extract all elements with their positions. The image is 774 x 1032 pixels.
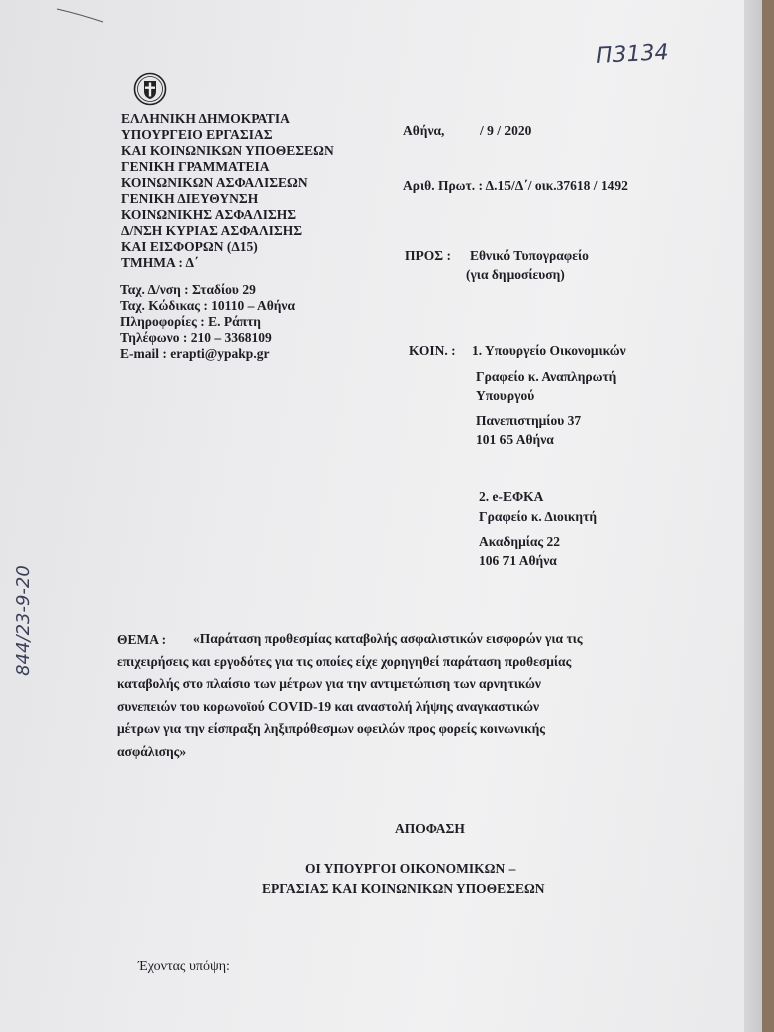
protocol-number: Αριθ. Πρωτ. : Δ.15/Δ΄/ οικ.37618 / 1492	[403, 178, 628, 193]
subject-line: ασφάλισης»	[117, 743, 187, 759]
contact-line: Τηλέφωνο : 210 – 3368109	[120, 330, 272, 345]
cc-label: ΚΟΙΝ. :	[409, 343, 456, 358]
date-label: Αθήνα,	[403, 123, 445, 138]
contact-line: Πληροφορίες : Ε. Ράπτη	[120, 314, 261, 329]
handwritten-code: Π3134	[595, 40, 670, 69]
cc-street: Ακαδημίας 22	[479, 534, 561, 549]
header-line: ΓΕΝΙΚΗ ΓΡΑΜΜΑΤΕΙΑ	[121, 159, 270, 174]
pen-mark	[55, 6, 107, 26]
greek-emblem-icon	[133, 72, 167, 106]
cc-city: 101 65 Αθήνα	[476, 432, 554, 447]
cc-office: Γραφείο κ. Διοικητή	[479, 509, 597, 524]
header-line: Δ/ΝΣΗ ΚΥΡΙΑΣ ΑΣΦΑΛΙΣΗΣ	[121, 223, 303, 238]
subject-label: ΘΕΜΑ :	[117, 632, 167, 647]
header-line: ΥΠΟΥΡΓΕΙΟ ΕΡΓΑΣΙΑΣ	[121, 127, 273, 142]
ministers-line: ΟΙ ΥΠΟΥΡΓΟΙ ΟΙΚΟΝΟΜΙΚΩΝ –	[305, 861, 516, 876]
subject-line: επιχειρήσεις και εργοδότες για τις οποίες είχε χορηγηθεί παράταση προθεσμίας	[117, 653, 572, 669]
subject-text-cont	[117, 651, 723, 764]
subject-line: καταβολής στο πλαίσιο των μέτρων για την αντιμετώπιση των αρνητικών	[117, 676, 541, 692]
subject-text	[193, 628, 723, 651]
header-line: ΕΛΛΗΝΙΚΗ ΔΗΜΟΚΡΑΤΙΑ	[121, 111, 290, 126]
contact-line: Ταχ. Κώδικας : 10110 – Αθήνα	[120, 298, 295, 313]
cc-org: 2. e-ΕΦΚΑ	[479, 489, 544, 504]
header-line: ΚΑΙ ΚΟΙΝΩΝΙΚΩΝ ΥΠΟΘΕΣΕΩΝ	[121, 143, 334, 158]
cc-office: Υπουργού	[476, 388, 535, 403]
closing-phrase: Έχοντας υπόψη:	[138, 959, 230, 974]
header-line: ΚΟΙΝΩΝΙΚΗΣ ΑΣΦΑΛΙΣΗΣ	[121, 207, 297, 222]
cc-org: 1. Υπουργείο Οικονομικών	[472, 343, 626, 358]
cc-office: Γραφείο κ. Αναπληρωτή	[476, 369, 617, 384]
header-line: ΚΑΙ ΕΙΣΦΟΡΩΝ (Δ15)	[121, 239, 258, 254]
handwritten-margin-note: 844/23-9-20	[12, 565, 34, 676]
recipient-note: (για δημοσίευση)	[466, 267, 565, 282]
header-line: ΤΜΗΜΑ : Δ΄	[121, 255, 199, 270]
cc-street: Πανεπιστημίου 37	[476, 413, 582, 428]
contact-email: E-mail : erapti@ypakp.gr	[120, 346, 270, 361]
cc-city: 106 71 Αθήνα	[479, 553, 557, 568]
contact-line: Ταχ. Δ/νση : Σταδίου 29	[120, 282, 256, 297]
date-value: / 9 / 2020	[480, 123, 532, 138]
recipient-label: ΠΡΟΣ :	[405, 248, 451, 263]
ministers-line: ΕΡΓΑΣΙΑΣ ΚΑΙ ΚΟΙΝΩΝΙΚΩΝ ΥΠΟΘΕΣΕΩΝ	[262, 881, 545, 896]
header-line: ΚΟΙΝΩΝΙΚΩΝ ΑΣΦΑΛΙΣΕΩΝ	[121, 175, 308, 190]
recipient-name: Εθνικό Τυπογραφείο	[470, 248, 589, 263]
page-edge	[744, 0, 762, 1032]
subject-line: «Παράταση προθεσμίας καταβολής ασφαλιστικών εισφορών για τις	[193, 631, 583, 646]
header-line: ΓΕΝΙΚΗ ΔΙΕΥΘΥΝΣΗ	[121, 191, 259, 206]
subject-line: μέτρων για την είσπραξη ληξιπρόθεσμων οφειλών προς φορείς κοινωνικής	[117, 721, 545, 737]
subject-line: συνεπειών του κορωνοϊού COVID-19 και αναστολή λήψης αναγκαστικών	[117, 698, 539, 714]
decision-title: ΑΠΟΦΑΣΗ	[395, 821, 465, 836]
